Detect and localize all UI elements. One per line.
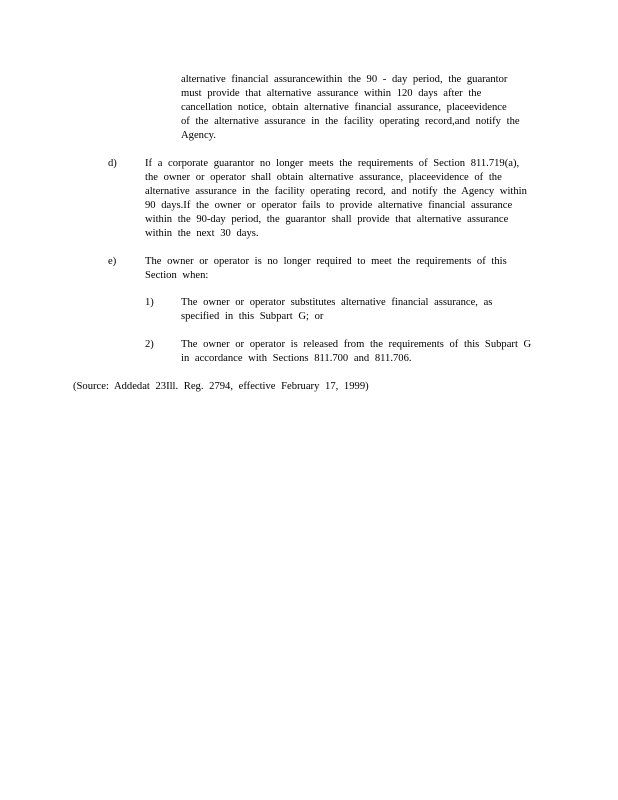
source-note-text: (Source: Addedat 23Ill. Reg. 2794, effective February 17, 1999): [73, 381, 369, 392]
text-line: alternative financial assurancewithin the 90 - day period, the guarantor: [181, 74, 508, 85]
text-line: The owner or operator is no longer required to meet the requirements of this: [145, 256, 507, 267]
item-1-paragraph: [181, 296, 492, 324]
text-line: of the alternative assurance in the facility operating record,and notify the: [181, 116, 520, 127]
text-line: The owner or operator substitutes alternative financial assurance, as: [181, 297, 493, 308]
text-line: If a corporate guarantor no longer meets the requirements of Section 811.719(a),: [145, 158, 520, 169]
text-line: alternative assurance in the facility operating record, and notify the Agency within: [145, 186, 527, 197]
text-line: must provide that alternative assurance within 120 days after the: [181, 88, 482, 99]
text-line: in accordance with Sections 811.700 and 811.706.: [181, 353, 412, 364]
text-line: cancellation notice, obtain alternative financial assurance, placeevidence: [181, 102, 507, 113]
continuation-paragraph: [181, 73, 520, 143]
text-line: The owner or operator is released from the requirements of this Subpart G: [181, 339, 532, 350]
text-line: the owner or operator shall obtain alternative assurance, placeevidence of the: [145, 172, 502, 183]
text-line: specified in this Subpart G; or: [181, 311, 324, 322]
item-1-label: 1): [145, 297, 154, 308]
text-line: Section when:: [145, 270, 209, 281]
item-2-label: 2): [145, 339, 154, 350]
source-note: [73, 380, 369, 394]
subsection-d-paragraph: [145, 157, 527, 241]
item-2-paragraph: [181, 338, 531, 366]
subsection-d-label: d): [108, 158, 117, 169]
text-line: Agency.: [181, 130, 216, 141]
text-line: within the next 30 days.: [145, 228, 259, 239]
subsection-e-paragraph: [145, 255, 507, 283]
text-line: 90 days.If the owner or operator fails to provide alternative financial assurance: [145, 200, 513, 211]
text-line: within the 90-day period, the guarantor shall provide that alternative assurance: [145, 214, 509, 225]
subsection-e-label: e): [108, 256, 117, 267]
